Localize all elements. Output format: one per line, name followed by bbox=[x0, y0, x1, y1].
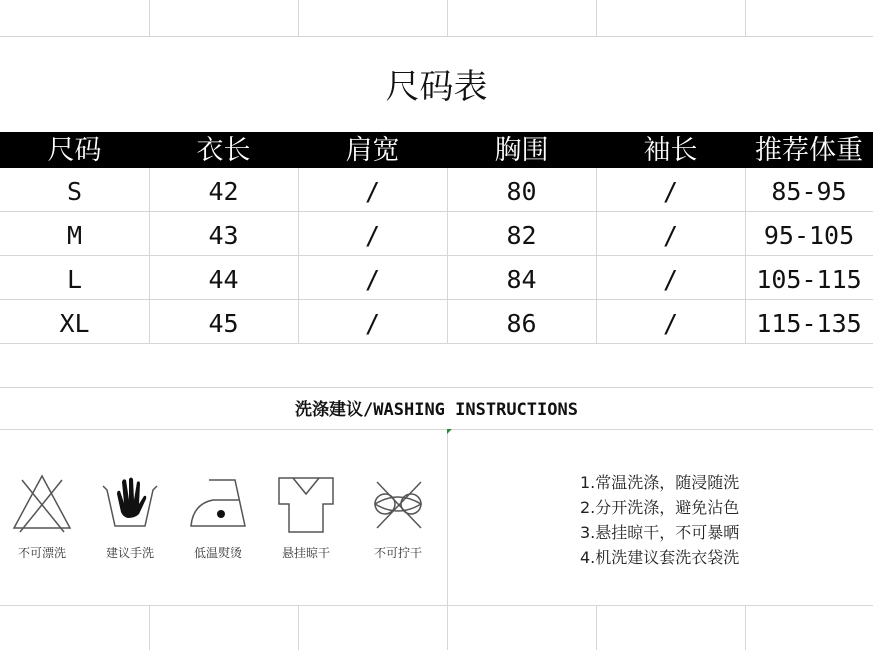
grid-line bbox=[298, 0, 299, 36]
washing-icon-item bbox=[178, 470, 258, 570]
grid-line bbox=[0, 387, 873, 388]
header-shoulder: 肩宽 bbox=[345, 135, 400, 166]
no-wring-icon bbox=[363, 470, 433, 536]
low-iron-icon bbox=[183, 470, 253, 536]
table-row bbox=[0, 258, 873, 302]
grid-line bbox=[0, 36, 873, 37]
washing-icon-label: 不可拧干 bbox=[373, 546, 422, 560]
cell-marker bbox=[447, 429, 452, 434]
cell-length: 45 bbox=[208, 309, 239, 338]
grid-line bbox=[447, 0, 448, 36]
header-sleeve: 袖长 bbox=[643, 135, 698, 166]
cell-weight: 95-105 bbox=[763, 221, 855, 250]
cell-sleeve: / bbox=[662, 221, 679, 250]
grid-line bbox=[447, 605, 448, 650]
washing-icon-label: 低温熨烫 bbox=[193, 546, 242, 560]
grid-line bbox=[745, 0, 746, 36]
grid-line bbox=[298, 605, 299, 650]
cell-sleeve: / bbox=[662, 265, 679, 294]
header-weight: 推荐体重 bbox=[755, 135, 863, 166]
cell-size: M bbox=[66, 221, 83, 250]
table-row bbox=[0, 170, 873, 214]
grid-line bbox=[447, 429, 448, 605]
cell-shoulder: / bbox=[364, 221, 381, 250]
cell-weight: 115-135 bbox=[756, 309, 862, 338]
header-size: 尺码 bbox=[47, 135, 102, 166]
table-row bbox=[0, 214, 873, 258]
no-bleach-icon bbox=[10, 470, 74, 536]
cell-length: 44 bbox=[208, 265, 239, 294]
washing-icon-label: 不可漂洗 bbox=[17, 546, 66, 560]
grid-line bbox=[0, 605, 873, 606]
table-row bbox=[0, 302, 873, 346]
washing-icon-item bbox=[2, 470, 82, 570]
cell-weight: 105-115 bbox=[756, 265, 862, 294]
cell-size: L bbox=[66, 265, 83, 294]
grid-line bbox=[596, 0, 597, 36]
cell-shoulder: / bbox=[364, 309, 381, 338]
grid-line bbox=[149, 605, 150, 650]
cell-chest: 86 bbox=[506, 309, 537, 338]
cell-size: S bbox=[66, 177, 83, 206]
cell-length: 42 bbox=[208, 177, 239, 206]
grid-line bbox=[0, 429, 873, 430]
cell-shoulder: / bbox=[364, 265, 381, 294]
washing-icon-item bbox=[90, 470, 170, 570]
washing-icon-item bbox=[358, 470, 438, 570]
cell-weight: 85-95 bbox=[771, 177, 847, 206]
washing-icon-label: 建议手洗 bbox=[105, 546, 154, 560]
size-table-header bbox=[0, 132, 873, 168]
washing-instructions bbox=[580, 470, 739, 570]
cell-chest: 82 bbox=[506, 221, 537, 250]
cell-sleeve: / bbox=[662, 309, 679, 338]
cell-sleeve: / bbox=[662, 177, 679, 206]
size-chart-title: 尺码表 bbox=[385, 67, 488, 107]
instruction-line: 1.常温洗涤，随浸随洗 bbox=[580, 473, 740, 492]
grid-line bbox=[149, 0, 150, 36]
header-length: 衣长 bbox=[196, 135, 251, 166]
cell-length: 43 bbox=[208, 221, 239, 250]
instruction-line: 3.悬挂晾干，不可暴晒 bbox=[580, 523, 740, 542]
cell-chest: 80 bbox=[506, 177, 537, 206]
hang-dry-icon bbox=[271, 470, 341, 536]
washing-icon-item bbox=[266, 470, 346, 570]
grid-line bbox=[596, 605, 597, 650]
washing-icon-label: 悬挂晾干 bbox=[281, 546, 330, 560]
cell-size: XL bbox=[59, 309, 90, 338]
header-chest: 胸围 bbox=[494, 135, 549, 166]
grid-line bbox=[745, 605, 746, 650]
instruction-line: 2.分开洗涤，避免沾色 bbox=[580, 498, 740, 517]
cell-shoulder: / bbox=[364, 177, 381, 206]
hand-wash-icon bbox=[95, 470, 165, 536]
cell-chest: 84 bbox=[506, 265, 537, 294]
instruction-line: 4.机洗建议套洗衣袋洗 bbox=[580, 548, 740, 567]
washing-title: 洗涤建议/WASHING INSTRUCTIONS bbox=[295, 400, 578, 420]
